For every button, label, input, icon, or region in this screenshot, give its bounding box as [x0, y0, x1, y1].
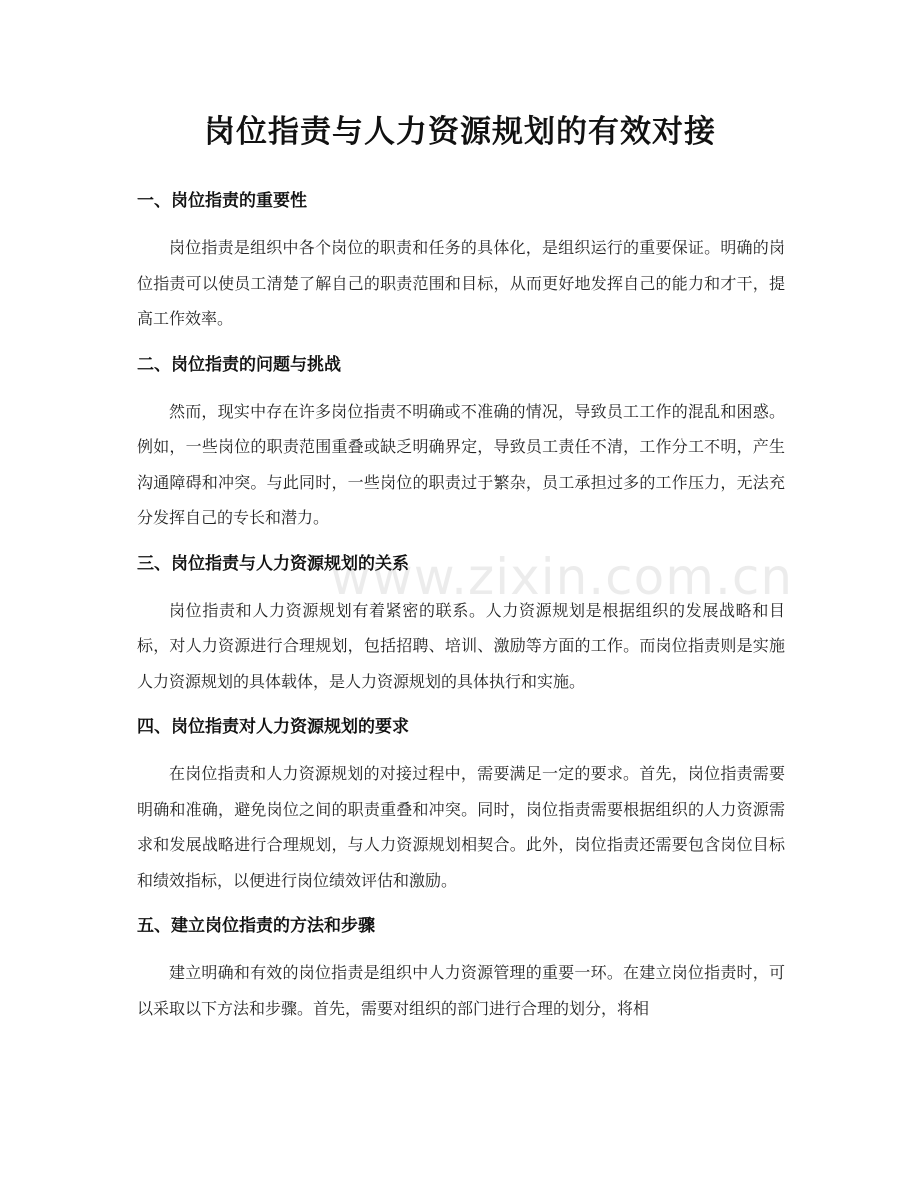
section-heading: 一、岗位指责的重要性 — [137, 191, 307, 211]
section-methods — [137, 911, 785, 1026]
section-heading: 五、建立岗位指责的方法和步骤 — [137, 916, 375, 936]
section-problems — [137, 350, 785, 536]
section-heading: 二、岗位指责的问题与挑战 — [137, 354, 341, 375]
document-title: 岗位指责与人力资源规划的有效对接 — [204, 114, 716, 150]
section-heading: 四、岗位指责对人力资源规划的要求 — [137, 717, 409, 737]
section-heading: 三、岗位指责与人力资源规划的关系 — [137, 553, 409, 574]
section-paragraph: 岗位指责和人力资源规划有着紧密的联系。人力资源规划是根据组织的发展战略和目标，对人力资源进行合理规划，包括招聘、培训、激励等方面的工作。而岗位指责则是实施人力资源规划的具体载体，是人力资源规划的具体执行和实施。 — [137, 600, 785, 691]
section-paragraph: 然而，现实中存在许多岗位指责不明确或不准确的情况，导致员工工作的混乱和困惑。例如，一些岗位的职责范围重叠或缺乏明确界定，导致员工责任不清，工作分工不明，产生沟通障碍和冲突。与此同时，一些岗位的职责过于繁杂，员工承担过多的工作压力，无法充分发挥自己的专长和潜力。 — [137, 401, 785, 527]
section-requirements — [137, 712, 785, 898]
section-relationship — [137, 549, 785, 700]
document-body — [137, 186, 785, 1039]
section-paragraph: 建立明确和有效的岗位指责是组织中人力资源管理的重要一环。在建立岗位指责时，可以采取以下方法和步骤。首先，需要对组织的部门进行合理的划分，将相 — [137, 963, 785, 1018]
watermark: www.zixin.com.cn — [330, 548, 794, 606]
section-paragraph: 在岗位指责和人力资源规划的对接过程中，需要满足一定的要求。首先，岗位指责需要明确和准确，避免岗位之间的职责重叠和冲突。同时，岗位指责需要根据组织的人力资源需求和发展战略进行合理规划，与人力资源规划相契合。此外，岗位指责还需要包含岗位目标和绩效指标，以便进行岗位绩效评估和激励。 — [137, 764, 785, 890]
section-importance — [137, 186, 785, 337]
section-paragraph: 岗位指责是组织中各个岗位的职责和任务的具体化，是组织运行的重要保证。明确的岗位指责可以使员工清楚了解自己的职责范围和目标，从而更好地发挥自己的能力和才干，提高工作效率。 — [137, 238, 785, 328]
